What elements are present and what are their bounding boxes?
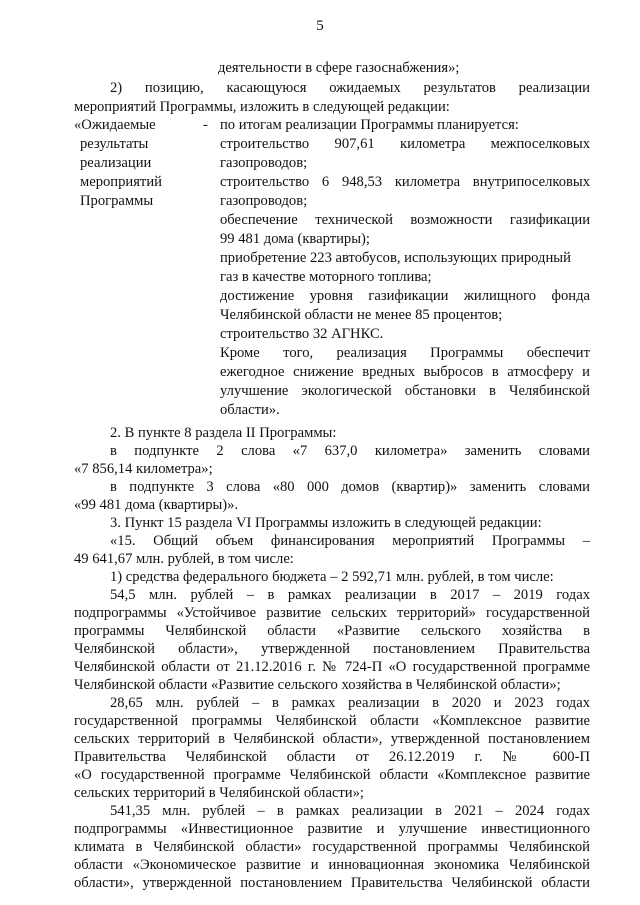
text-line: сельских территорий в Челябинской области», утвержденной постановлением xyxy=(74,731,590,747)
text-line: в подпункте 2 слова «7 637,0 километра» заменить словами xyxy=(110,443,590,459)
table-right-cell: по итогам реализации Программы планируется: xyxy=(220,117,519,133)
table-right-cell: строительство 6 948,53 километра внутрипоселковых xyxy=(220,174,590,190)
text-line: Правительства Челябинской области от 26.12.2019 г. № 600-П xyxy=(74,749,590,765)
table-right-cell: строительство 907,61 километра межпоселковых xyxy=(220,136,590,152)
text-line: сельских территорий в Челябинской области»; xyxy=(74,785,364,801)
text-line: климата в Челябинской области» государственной программы Челябинской xyxy=(74,839,590,855)
page-number: 5 xyxy=(316,18,324,34)
text-line: 2) позицию, касающуюся ожидаемых результатов реализации xyxy=(110,80,590,96)
text-line: деятельности в сфере газоснабжения»; xyxy=(218,60,460,76)
table-left-cell: результаты xyxy=(80,136,149,152)
table-right-cell: приобретение 223 автобусов, использующих природный xyxy=(220,250,571,266)
text-line: 3. Пункт 15 раздела VI Программы изложить в следующей редакции: xyxy=(110,515,542,531)
table-right-cell: Челябинской области не менее 85 процентов; xyxy=(220,307,503,323)
text-line: 54,5 млн. рублей – в рамках реализации в 2017 – 2019 годах xyxy=(110,587,590,603)
text-line: подпрограммы «Инвестиционное развитие и улучшение инвестиционного xyxy=(74,821,590,837)
table-right-cell: области». xyxy=(220,402,280,418)
table-right-cell: обеспечение технической возможности газификации xyxy=(220,212,590,228)
table-right-cell: газ в качестве моторного топлива; xyxy=(220,269,432,285)
table-right-cell: достижение уровня газификации жилищного фонда xyxy=(220,288,590,304)
text-line: 2. В пункте 8 раздела II Программы: xyxy=(110,425,337,441)
text-line: 1) средства федерального бюджета – 2 592,71 млн. рублей, в том числе: xyxy=(110,569,554,585)
table-right-cell: 99 481 дома (квартиры); xyxy=(220,231,370,247)
text-line: Челябинской области «Развитие сельского хозяйства в Челябинской области»; xyxy=(74,677,561,693)
text-line: «О государственной программе Челябинской области «Комплексное развитие xyxy=(74,767,590,783)
text-line: государственной программы Челябинской области «Комплексное развитие xyxy=(74,713,590,729)
table-left-cell: реализации xyxy=(80,155,152,171)
text-line: подпрограммы «Устойчивое развитие сельских территорий» государственной xyxy=(74,605,590,621)
table-right-cell: ежегодное снижение вредных выбросов в атмосферу и xyxy=(220,364,590,380)
table-dash: - xyxy=(203,117,208,133)
table-right-cell: газопроводов; xyxy=(220,193,308,209)
table-right-cell: улучшение экологической обстановки в Челябинской xyxy=(220,383,590,399)
text-line: Челябинской области», утвержденной постановлением Правительства xyxy=(74,641,590,657)
text-line: в подпункте 3 слова «80 000 домов (квартир)» заменить словами xyxy=(110,479,590,495)
text-line: 541,35 млн. рублей – в рамках реализации в 2021 – 2024 годах xyxy=(110,803,590,819)
text-line: «99 481 дома (квартиры)». xyxy=(74,497,239,513)
text-line: Челябинской области от 21.12.2016 г. № 724-П «О государственной программе xyxy=(74,659,590,675)
table-left-cell: мероприятий xyxy=(80,174,162,190)
table-right-cell: Кроме того, реализация Программы обеспечит xyxy=(220,345,590,361)
table-left-cell: Программы xyxy=(80,193,154,209)
text-line: мероприятий Программы, изложить в следующей редакции: xyxy=(74,99,450,115)
text-line: «15. Общий объем финансирования мероприятий Программы – xyxy=(110,533,590,549)
text-line: 28,65 млн. рублей – в рамках реализации в 2020 и 2023 годах xyxy=(110,695,590,711)
text-line: «7 856,14 километра»; xyxy=(74,461,213,477)
table-right-cell: газопроводов; xyxy=(220,155,308,171)
text-line: области «Экономическое развитие и инновационная экономика Челябинской xyxy=(74,857,590,873)
text-line: программы Челябинской области «Развитие сельского хозяйства в xyxy=(74,623,590,639)
text-line: области», утвержденной постановлением Правительства Челябинской области xyxy=(74,875,590,891)
table-left-cell: «Ожидаемые xyxy=(74,117,156,133)
table-right-cell: строительство 32 АГНКС. xyxy=(220,326,384,342)
text-line: 49 641,67 млн. рублей, в том числе: xyxy=(74,551,294,567)
